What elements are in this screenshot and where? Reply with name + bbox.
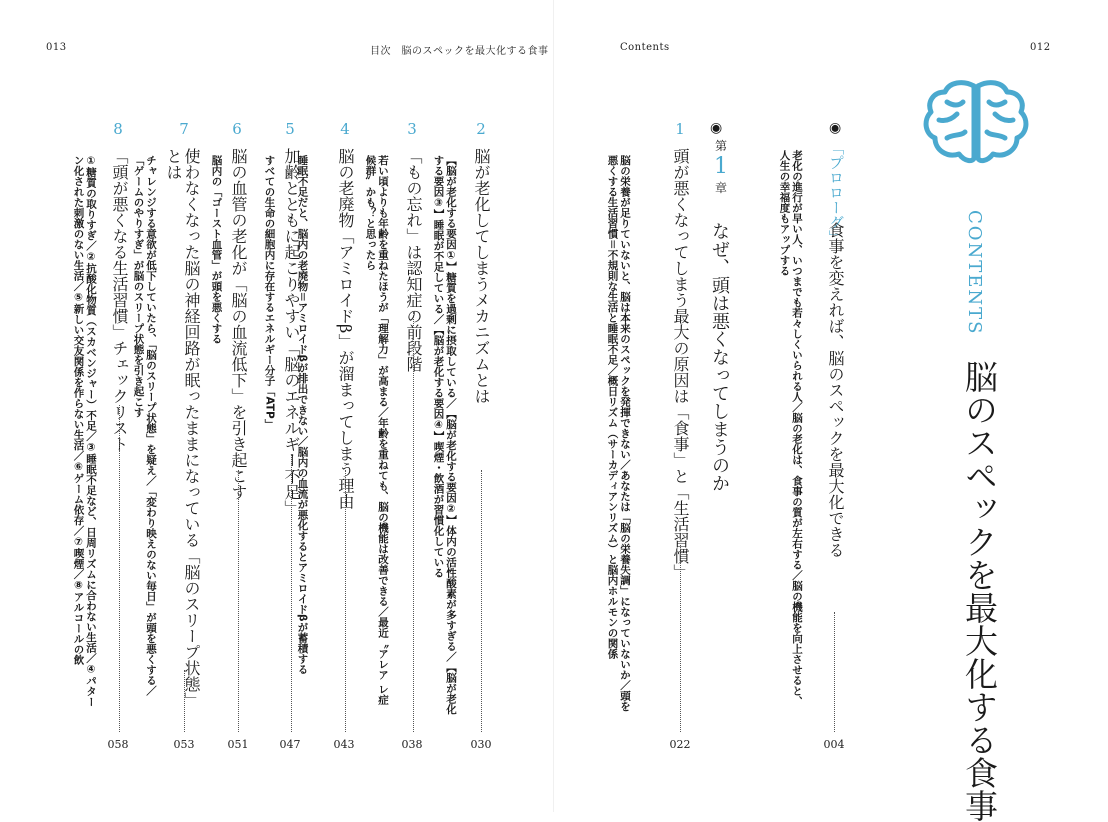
entry-leader-4 bbox=[345, 470, 346, 732]
entry-desc-5: すべての生命の細胞内に存在するエネルギー分子「ATP」 bbox=[263, 155, 276, 430]
entry-leader-7 bbox=[184, 670, 185, 732]
chapter-marker: ◉ bbox=[710, 120, 723, 136]
entry-title-4: 脳の老廃物「アミロイドβ」が溜まってしまう理由 bbox=[336, 148, 355, 510]
entry-title-5: 加齢とともに起こりやすい「脳のエネルギー不足」 bbox=[282, 148, 301, 516]
entry-desc-1: 脳の栄養が足りていないと、脳は本来のスペックを発揮できない／あなたは「脳の栄養失調」になっていないか／頭を悪くする生活習慣＝不規則な生活と睡眠不足／概日リズム（サーカディアンリズム）と脳内ホルモンの関係 bbox=[606, 155, 631, 712]
entry-page-3: 038 bbox=[401, 738, 423, 751]
entry-desc-7: チャレンジする意欲が低下していたら、「脳のスリープ状態」を疑え／「変わり映えのない毎日」が頭を悪くする／「ゲームのやりすぎ」が脳のスリープ状態を引き起こす bbox=[132, 155, 157, 696]
prologue-desc: 老化の進行が早い人、いつまでも若々しくいられる人／脳の老化は、食事の質が左右する／脳の機能を向上させると、人生の幸福度もアップする bbox=[778, 150, 803, 707]
prologue-title: 食事を変えれば、脳のスペックを最大化できる bbox=[826, 222, 845, 558]
prologue-leader bbox=[834, 612, 835, 732]
entry-page-4: 043 bbox=[333, 738, 355, 751]
chapter-label-pre: 第 bbox=[714, 139, 727, 153]
entry-leader-1 bbox=[680, 545, 681, 732]
chapter-title: なぜ、頭は悪くなってしまうのか bbox=[709, 222, 730, 492]
prologue-tag: 「プロローグ」 bbox=[827, 140, 845, 245]
brain-icon bbox=[923, 78, 1029, 166]
entry-number-2: 2 bbox=[476, 120, 486, 138]
entry-desc-6: 脳内の「ゴースト血管」が頭を悪くする bbox=[210, 155, 223, 344]
entry-page-8: 058 bbox=[107, 738, 129, 751]
entry-page-7: 053 bbox=[173, 738, 195, 751]
entry-page-1: 022 bbox=[669, 738, 691, 751]
entry-number-5: 5 bbox=[285, 120, 295, 138]
chapter-label bbox=[710, 138, 732, 196]
entry-number-3: 3 bbox=[407, 120, 417, 138]
prologue-marker: ◉ bbox=[829, 120, 842, 136]
entry-title-3: 「もの忘れ」は認知症の前段階 bbox=[404, 148, 423, 372]
entry-title-2: 脳が老化してしまうメカニズムとは bbox=[472, 148, 491, 404]
entry-title-8: 「頭が悪くなる生活習慣」チェックリスト bbox=[110, 148, 129, 452]
entry-leader-8 bbox=[119, 405, 120, 732]
entry-desc-8: ①糖質の取りすぎ／②抗酸化物質（スカベンジャー）不足／③睡眠不足など、日周リズムに合わない生活／④パターン化された刺激のない生活／⑤新しい交友関係を作らない生活／⑥ゲーム依存／⑦喫煙／⑧アルコールの飲 bbox=[72, 155, 97, 707]
book-title: 脳のスペックを最大化する食事 bbox=[960, 360, 999, 822]
entry-title-7: 使わなくなった脳の神経回路が眠ったままになっている「脳のスリープ状態」とは bbox=[164, 148, 201, 708]
entry-title-1: 頭が悪くなってしまう最大の原因は「食事」と「生活習慣」 bbox=[671, 148, 690, 580]
entry-desc-3: 若い頃よりも年齢を重ねたほうが「理解力」が高まる／年齢を重ねても、脳の機能は改善できる／最近〝アレア レ症候群〟かも？と思ったら bbox=[364, 155, 389, 705]
entry-number-8: 8 bbox=[113, 120, 123, 138]
entry-number-4: 4 bbox=[340, 120, 350, 138]
entry-leader-3 bbox=[413, 312, 414, 732]
right-page-number: 012 bbox=[1030, 42, 1051, 53]
entry-desc-4: 睡眠不足だと、脳内の老廃物＝アミロイドβが排出できない／脳内の血流が悪化するとアミロイドβが蓄積する bbox=[296, 155, 309, 675]
left-page-number: 013 bbox=[46, 42, 67, 53]
entry-leader-6 bbox=[238, 470, 239, 732]
entry-desc-2: 【脳が老化する要因①】糖質を過剰に摂取している／【脳が老化する要因②】体内の活性酸素が多すぎる／【脳が老化する要因③】睡眠が不足している／【脳が老化する要因④】喫煙・飲酒が習慣化している bbox=[432, 155, 457, 715]
chapter-label-post: 章 bbox=[714, 181, 727, 195]
entry-title-6: 脳の血管の老化が「脳の血流低下」を引き起こす bbox=[229, 148, 248, 500]
entry-number-7: 7 bbox=[179, 120, 189, 138]
entry-leader-2 bbox=[481, 470, 482, 732]
entry-number-1: 1 bbox=[675, 120, 685, 138]
prologue-page: 004 bbox=[823, 738, 845, 751]
entry-leader-5 bbox=[291, 455, 292, 732]
entry-page-2: 030 bbox=[470, 738, 492, 751]
gutter bbox=[553, 0, 554, 812]
chapter-label-num: 1 bbox=[714, 154, 728, 179]
entry-page-5: 047 bbox=[279, 738, 301, 751]
left-running-head: 目次 脳のスペックを最大化する食事 bbox=[370, 46, 549, 57]
right-running-head: Contents bbox=[620, 42, 670, 53]
entry-number-6: 6 bbox=[232, 120, 242, 138]
entry-page-6: 051 bbox=[227, 738, 249, 751]
contents-logo-label: CONTENTS bbox=[964, 210, 985, 336]
